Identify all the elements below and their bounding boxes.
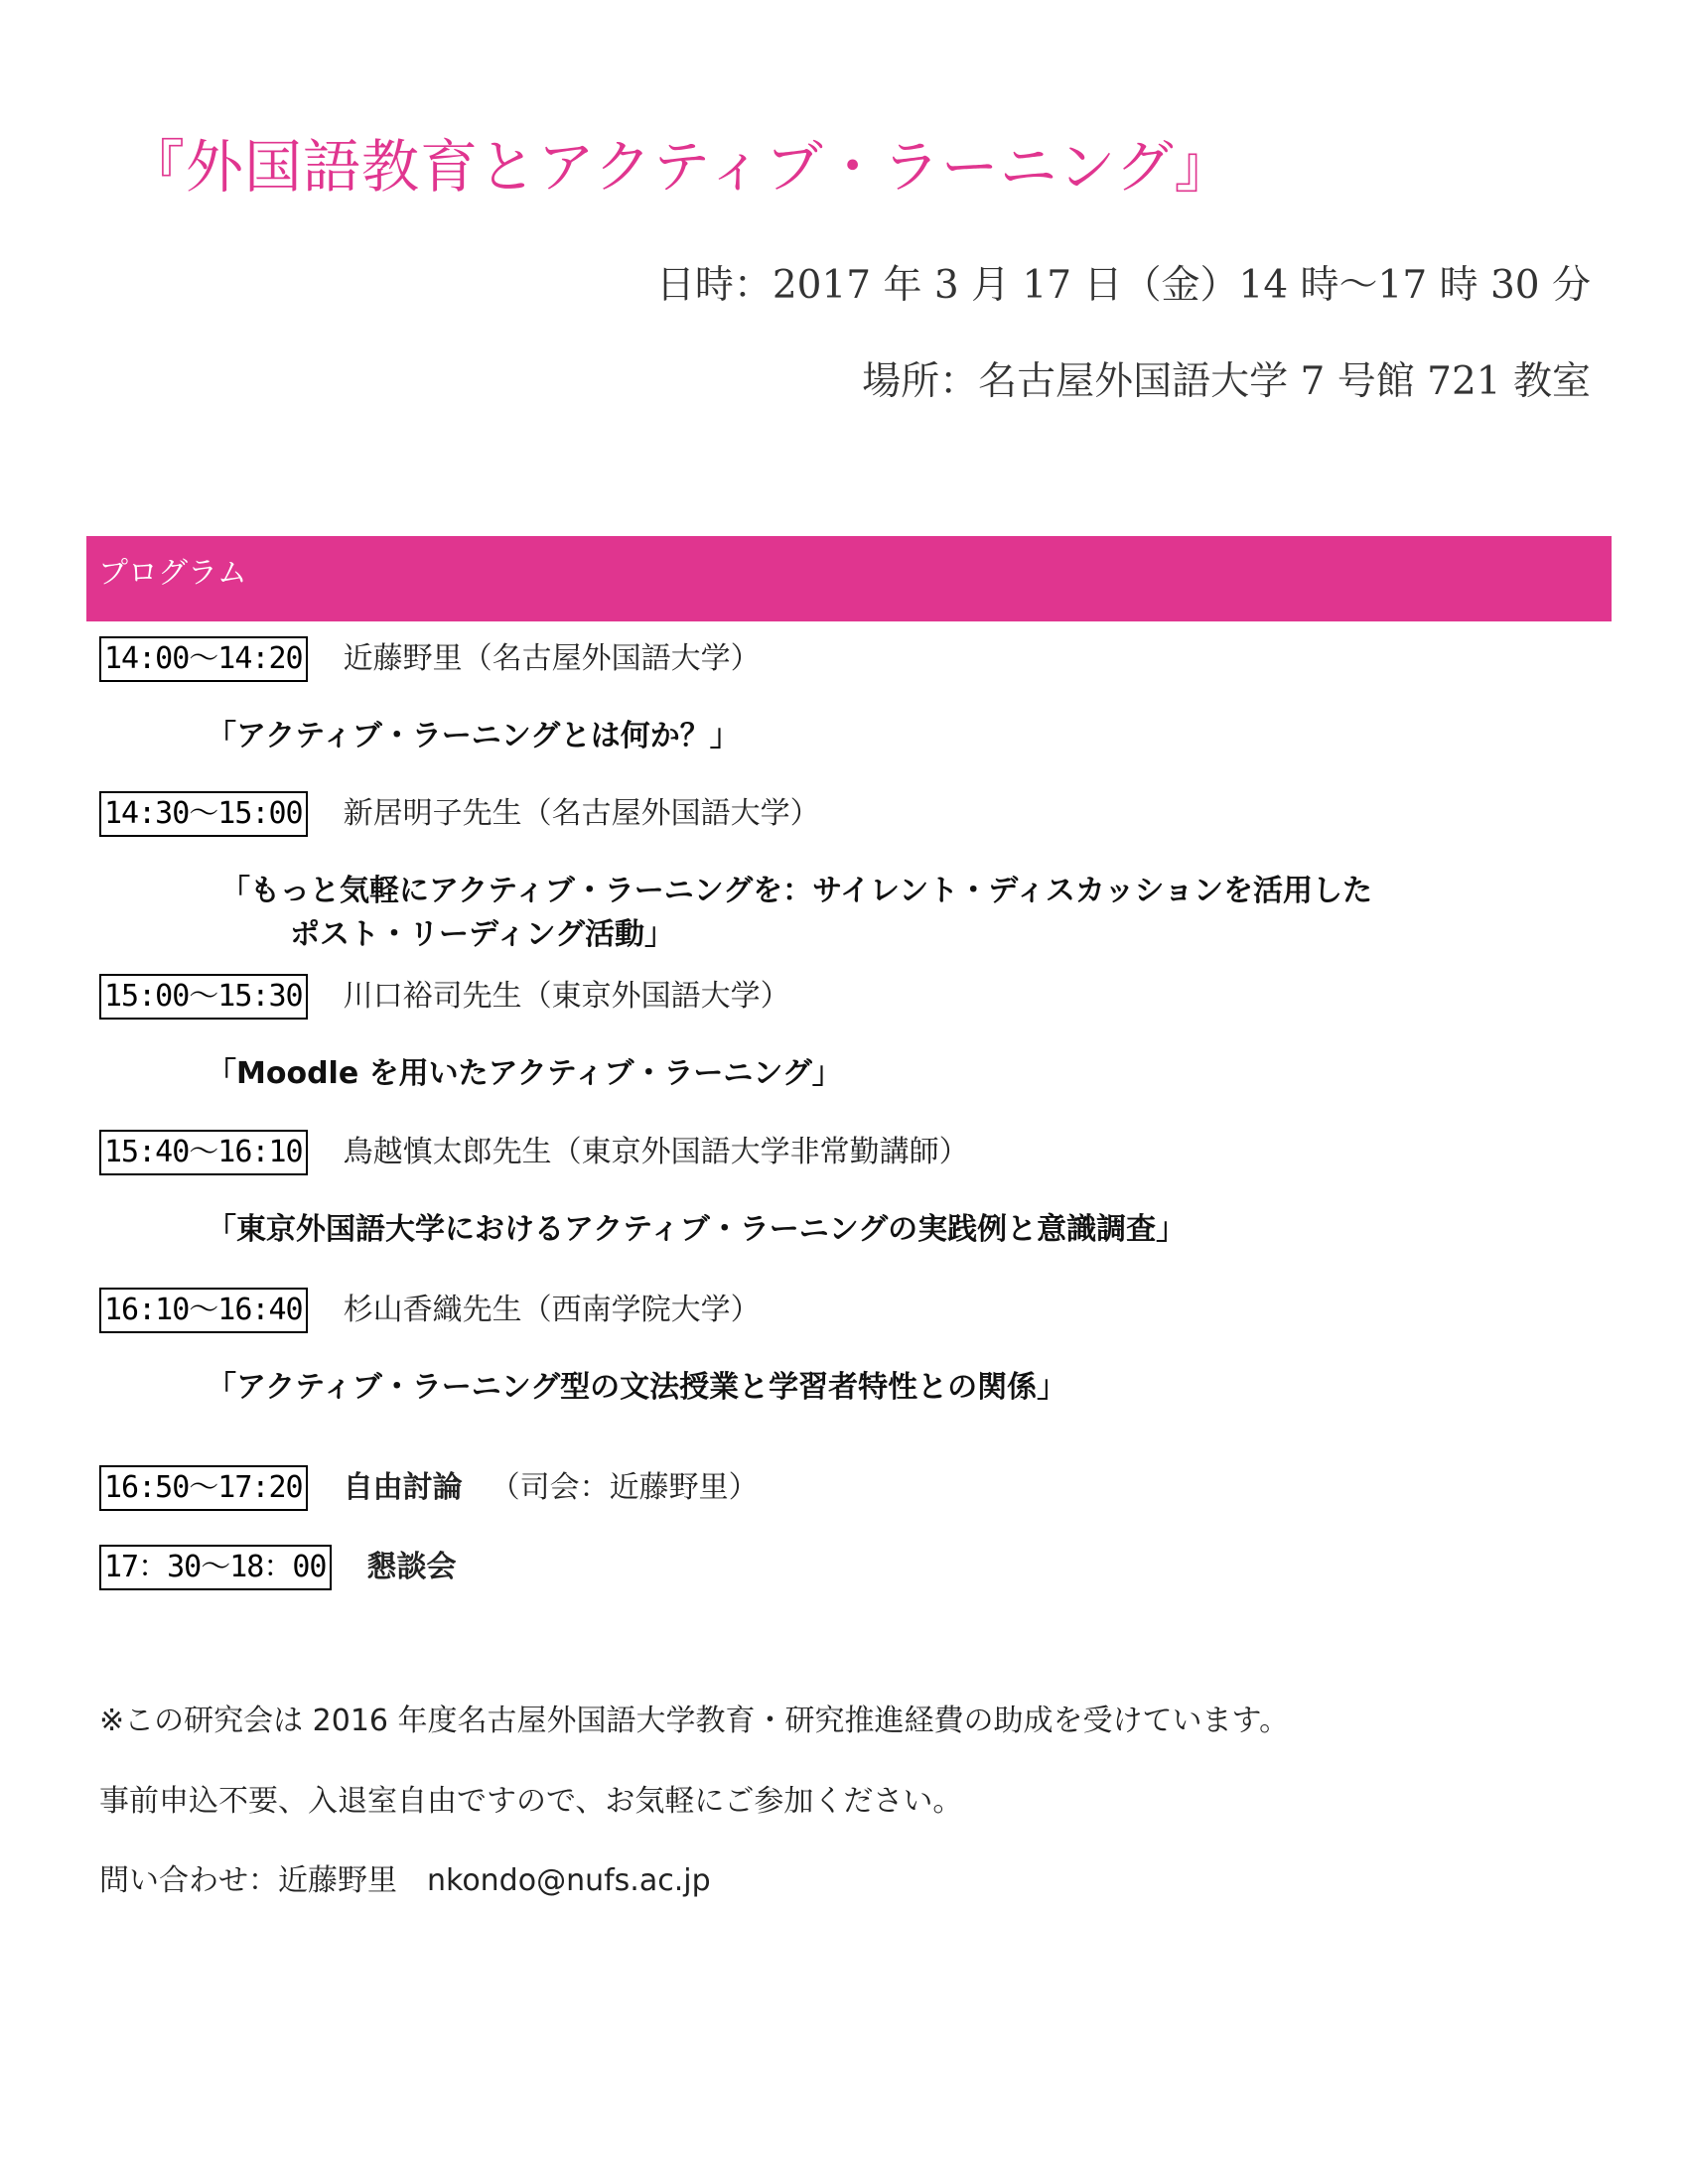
session-talk-title	[220, 870, 1372, 957]
session-time: 14:00～14:20	[99, 636, 308, 682]
admission-note: 事前申込不要、入退室自由ですので、お気軽にご参加ください。	[99, 1784, 963, 1819]
grant-note: ※この研究会は 2016 年度名古屋外国語大学教育・研究推進経費の助成を受けています。	[99, 1704, 1290, 1738]
session-speaker: 川口裕司先生（東京外国語大学）	[343, 979, 790, 1014]
discussion-row	[99, 1464, 759, 1512]
session-row	[99, 1129, 969, 1176]
session-time: 15:40～16:10	[99, 1130, 308, 1175]
reception-label: 懇談会	[366, 1550, 457, 1584]
session-speaker: 近藤野里（名古屋外国語大学）	[343, 641, 761, 676]
talk-line: 「アクティブ・ラーニングとは何か？」	[207, 719, 740, 753]
talk-line: 「東京外国語大学におけるアクティブ・ラーニングの実践例と意識調査」	[207, 1212, 1187, 1247]
session-time: 14:30～15:00	[99, 791, 308, 837]
session-speaker: 新居明子先生（名古屋外国語大学）	[343, 796, 820, 831]
discussion-time: 16:50～17:20	[99, 1465, 308, 1511]
session-row	[99, 635, 761, 683]
contact-note: 問い合わせ：近藤野里 nkondo@nufs.ac.jp	[99, 1863, 711, 1898]
session-row	[99, 1287, 761, 1334]
discussion-label: 自由討論	[343, 1470, 463, 1505]
session-row	[99, 973, 790, 1021]
program-header-bar	[86, 536, 1612, 621]
reception-row	[99, 1544, 457, 1591]
session-talk-title	[207, 1208, 1186, 1252]
talk-line: 「Moodle を用いたアクティブ・ラーニング」	[207, 1056, 842, 1091]
talk-line: 「もっと気軽にアクティブ・ラーニングを：サイレント・ディスカッションを活用した	[220, 874, 1372, 908]
discussion-moderator: （司会：近藤野里）	[490, 1470, 759, 1505]
talk-line: 「アクティブ・ラーニング型の文法授業と学習者特性との関係」	[207, 1370, 1067, 1405]
session-talk-title	[207, 1366, 1066, 1410]
session-speaker: 鳥越慎太郎先生（東京外国語大学非常勤講師）	[343, 1135, 969, 1169]
talk-line: ポスト・リーディング活動」	[290, 917, 674, 952]
session-time: 16:10～16:40	[99, 1288, 308, 1333]
session-talk-title	[207, 715, 740, 758]
program-heading: プログラム	[98, 556, 247, 591]
reception-time: 17：30～18：00	[99, 1545, 332, 1590]
session-time: 15:00～15:30	[99, 974, 308, 1020]
event-date: 日時：2017 年 3 月 17 日（金）14 時～17 時 30 分	[655, 263, 1591, 308]
session-row	[99, 790, 820, 838]
session-speaker: 杉山香織先生（西南学院大学）	[343, 1293, 761, 1327]
session-talk-title	[207, 1052, 842, 1096]
event-place: 場所：名古屋外国語大学 7 号館 721 教室	[862, 359, 1591, 404]
event-title: 『外国語教育とアクティブ・ラーニング』	[127, 133, 1233, 201]
